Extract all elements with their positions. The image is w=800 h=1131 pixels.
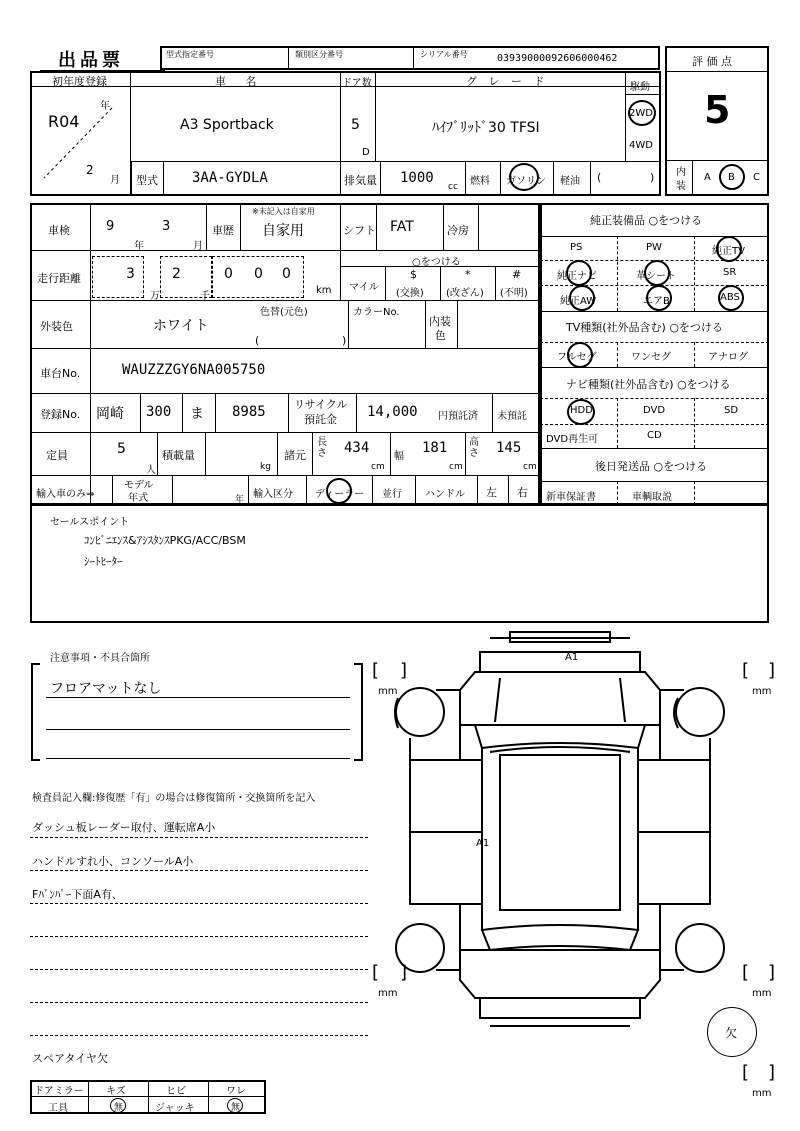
model-type-value: 3AA-GYDLA bbox=[192, 170, 268, 186]
interior-divider bbox=[665, 160, 769, 161]
tire-fr-bracket-open: [ bbox=[742, 660, 750, 681]
equip-leather: 革シート bbox=[636, 271, 676, 282]
grade-label: グ レ ー ド bbox=[466, 75, 549, 88]
import-model-year-2: 年式 bbox=[128, 493, 148, 504]
import-class-label: 輸入区分 bbox=[253, 489, 293, 500]
notes-bracket bbox=[28, 662, 368, 762]
equip-tv: 純正TV bbox=[712, 246, 745, 257]
mile-left-line bbox=[340, 250, 341, 300]
inspection-year-unit: 年 bbox=[134, 241, 144, 252]
equip-aw-circle bbox=[569, 285, 595, 311]
damage-mark-front: A1 bbox=[565, 652, 579, 663]
mileage-digit-3: 0 bbox=[224, 266, 233, 282]
navi-bottom-line bbox=[540, 448, 769, 449]
sheet-title: 出品票 bbox=[58, 50, 124, 71]
legend-break: ワレ bbox=[226, 1086, 246, 1097]
car-name-value: A3 Sportback bbox=[180, 117, 274, 133]
inspector-rule-4 bbox=[30, 936, 368, 937]
mileage-box-1 bbox=[92, 256, 144, 298]
score-divider bbox=[665, 71, 769, 72]
import-parallel-line bbox=[372, 475, 373, 505]
import-left: 左 bbox=[486, 486, 497, 499]
notes-rule-2 bbox=[46, 729, 350, 730]
notes-line-1: フロアマットなし bbox=[50, 681, 162, 697]
navi-vline-2 bbox=[694, 398, 695, 448]
dims-label-line bbox=[312, 432, 313, 475]
interior-b: B bbox=[728, 172, 735, 183]
interior-b-circle bbox=[719, 164, 745, 190]
color-code-label: カラーNo. bbox=[353, 307, 400, 318]
recycle-label-2: 預託金 bbox=[304, 413, 337, 426]
legend-v1 bbox=[88, 1080, 89, 1114]
dims-label: 諸元 bbox=[284, 449, 306, 462]
history-left-line bbox=[206, 203, 207, 250]
doors-value: 5 bbox=[351, 117, 360, 133]
recycle-status-1: 円預託済 bbox=[438, 411, 478, 422]
first-reg-label: 初年度登録 bbox=[52, 75, 107, 88]
fuel-gasoline-circle bbox=[509, 163, 539, 191]
spare-bracket-close: ] bbox=[768, 1062, 776, 1083]
interior-a: A bbox=[704, 172, 711, 183]
equip-abs: ABS bbox=[720, 292, 740, 303]
vin-label: 車台No. bbox=[40, 367, 81, 380]
inspection-month: 3 bbox=[162, 219, 171, 234]
spare-tire-note: スペアタイヤ欠 bbox=[32, 1052, 109, 1065]
inspector-line-1: ダッシュ板レーダー取付、運転席A小 bbox=[32, 821, 216, 834]
import-parallel: 並行 bbox=[382, 489, 402, 500]
dims-width-label: 幅 bbox=[394, 451, 404, 462]
recolor-paren-close: ) bbox=[342, 334, 347, 347]
fuel-left-line bbox=[465, 161, 466, 196]
mileage-digit-1: 3 bbox=[126, 266, 135, 282]
mile-opt-line-1 bbox=[385, 266, 386, 300]
mileage-label: 走行距離 bbox=[37, 272, 81, 285]
row-line-1 bbox=[30, 250, 540, 251]
model-code-label: 型式指定番号 bbox=[166, 50, 214, 59]
load-left-line bbox=[157, 432, 158, 475]
legend-mirror: ドアミラー bbox=[34, 1086, 84, 1097]
doors-suffix: D bbox=[362, 147, 370, 158]
shipping-warranty: 新車保証書 bbox=[546, 492, 596, 503]
equip-sr: SR bbox=[723, 267, 737, 278]
color-label: 外装色 bbox=[40, 320, 73, 333]
tv-fullseg: フルセグ bbox=[557, 352, 597, 363]
interior-color-line bbox=[457, 300, 458, 348]
mileage-opt-3-text: (不明) bbox=[500, 288, 528, 299]
capacity-unit: 人 bbox=[146, 465, 156, 476]
tv-fullseg-circle bbox=[567, 342, 593, 368]
recycle-label-line bbox=[356, 393, 357, 432]
sales-line-1: ｺﾝﾋﾞﾆｴﾝｽ&ｱｼｽﾀﾝｽPKG/ACC/BSM bbox=[84, 534, 246, 547]
interior-color-label-2: 色 bbox=[435, 329, 446, 342]
legend-v2 bbox=[148, 1080, 149, 1114]
drive-2wd-circle bbox=[628, 100, 656, 126]
tire-rr-bracket-open: [ bbox=[742, 962, 750, 983]
drive-2wd: 2WD bbox=[629, 108, 653, 119]
dims-length: 434 bbox=[344, 440, 370, 456]
tire-fl-mm: mm bbox=[378, 686, 398, 697]
mileage-mile: マイル bbox=[349, 282, 379, 293]
tire-rl-bracket-close: ] bbox=[400, 962, 408, 983]
inspector-rule-7 bbox=[30, 1035, 368, 1036]
shift-label-line bbox=[376, 203, 377, 250]
inspection-label: 車検 bbox=[48, 224, 70, 237]
details-label-col bbox=[90, 203, 91, 505]
tire-rr-mm: mm bbox=[752, 988, 772, 999]
navi-vline-1 bbox=[617, 398, 618, 448]
mileage-sen: 千 bbox=[200, 291, 210, 302]
doors-right-line bbox=[375, 71, 376, 161]
load-label: 積載量 bbox=[162, 449, 195, 462]
recycle-label-1: リサイクル bbox=[294, 398, 348, 411]
dims-length-label: 長さ bbox=[317, 437, 327, 459]
plate-class: 300 bbox=[146, 404, 172, 420]
score-value: 5 bbox=[704, 88, 731, 132]
dims-width: 181 bbox=[422, 440, 448, 456]
interior-label-1: 内 bbox=[676, 167, 686, 178]
cooling-label-line bbox=[478, 203, 479, 250]
equip-leather-circle bbox=[644, 260, 670, 286]
plate-kana: ま bbox=[190, 406, 204, 422]
navi-hdd: HDD bbox=[570, 405, 593, 416]
equip-airbag-circle bbox=[646, 285, 672, 311]
car-name-label: 車 名 bbox=[215, 75, 265, 88]
inspection-year: 9 bbox=[106, 219, 115, 234]
legend-crack: ヒビ bbox=[166, 1086, 186, 1097]
legend-jack: ジャッキ bbox=[155, 1103, 195, 1114]
sales-block bbox=[30, 505, 769, 623]
model-label-line bbox=[163, 161, 164, 196]
first-reg-month-unit: 月 bbox=[110, 175, 120, 186]
import-model-line bbox=[112, 475, 113, 505]
fuel-paren-close: ) bbox=[650, 171, 655, 184]
mile-opt-line-3 bbox=[495, 266, 496, 300]
dims-width-unit: cm bbox=[449, 462, 463, 472]
shift-left-line bbox=[340, 203, 341, 250]
inspector-line-2: ハンドルすれ小、コンソールA小 bbox=[32, 855, 194, 868]
notes-rule-1 bbox=[46, 697, 350, 698]
import-dealer: ディーラー bbox=[315, 489, 365, 500]
import-right: 右 bbox=[517, 486, 528, 499]
first-reg-slash bbox=[38, 104, 118, 184]
row-line-6 bbox=[30, 475, 540, 476]
mileage-opt-2-sym: * bbox=[465, 268, 471, 281]
recycle-left-line bbox=[288, 393, 289, 432]
cooling-label: 冷房 bbox=[447, 224, 469, 237]
mileage-mark-note: ○をつける bbox=[412, 257, 461, 268]
fuel-paren-open: ( bbox=[597, 171, 602, 184]
interior-c: C bbox=[753, 172, 760, 183]
score-label: 評 価 点 bbox=[692, 55, 732, 68]
serial-label: シリアル番号 bbox=[420, 50, 468, 59]
notes-rule-3 bbox=[46, 758, 350, 759]
sales-line-2: ｼｰﾄﾋｰﾀｰ bbox=[84, 555, 123, 568]
diesel-left-line bbox=[553, 161, 554, 196]
damage-mark-side: A1 bbox=[476, 838, 490, 849]
ship-vline-1 bbox=[617, 481, 618, 505]
sales-label: セールスポイント bbox=[50, 517, 130, 528]
legend-scratch: キズ bbox=[106, 1086, 126, 1097]
equip-abs-circle bbox=[718, 285, 744, 311]
tv-oneseg: ワンセグ bbox=[631, 352, 671, 363]
equip-aw: 純正AW bbox=[560, 296, 597, 307]
vin-value: WAUZZZGY6NA005750 bbox=[122, 362, 266, 378]
dims-width-line bbox=[390, 432, 391, 475]
spare-mm: mm bbox=[752, 1088, 772, 1099]
fuel-gasoline: ガソリン bbox=[506, 176, 546, 187]
displacement-label: 排気量 bbox=[344, 174, 377, 187]
mile-opt-line-2 bbox=[440, 266, 441, 300]
navi-line-2 bbox=[540, 424, 769, 425]
fuel-label: 燃料 bbox=[470, 176, 490, 187]
navi-hdd-circle bbox=[567, 399, 595, 425]
plate-label: 登録No. bbox=[40, 408, 81, 421]
dims-height-unit: cm bbox=[523, 462, 537, 472]
plate-line-1 bbox=[140, 393, 141, 432]
interior-vline bbox=[692, 160, 693, 196]
import-year-unit: 年 bbox=[235, 495, 245, 505]
inspector-rule-2 bbox=[30, 870, 368, 871]
plate-line-3 bbox=[215, 393, 216, 432]
recolor-paren-open: ( bbox=[255, 334, 260, 347]
shipping-line bbox=[540, 481, 769, 482]
import-right-line bbox=[508, 475, 509, 505]
navi-dvd: DVD bbox=[643, 405, 666, 416]
history-label-line bbox=[240, 203, 241, 250]
navi-line bbox=[540, 398, 769, 399]
grade-value: ﾊｲﾌﾞﾘｯﾄﾞ30 TFSI bbox=[432, 120, 540, 136]
interior-label-2: 装 bbox=[676, 181, 686, 192]
legend-jack-circle bbox=[227, 1098, 243, 1113]
history-value: 自家用 bbox=[262, 223, 304, 239]
navi-cd: CD bbox=[647, 430, 662, 441]
load-label-line bbox=[205, 432, 206, 475]
import-class-left bbox=[248, 475, 249, 505]
mileage-unit: km bbox=[316, 285, 332, 296]
car-name-right-line bbox=[340, 71, 341, 161]
plate-number: 8985 bbox=[232, 404, 266, 420]
import-label: 輸入車のみ⇒ bbox=[36, 489, 95, 500]
car-damage-diagram bbox=[370, 630, 780, 1050]
spare-bracket-open: [ bbox=[742, 1062, 750, 1083]
drive-line bbox=[625, 94, 661, 95]
dims-height-line bbox=[465, 432, 466, 475]
inspector-rule-1 bbox=[30, 837, 368, 838]
fuel-label-line bbox=[500, 161, 501, 196]
import-dealer-circle bbox=[326, 478, 352, 504]
legend-tools-value: 無 bbox=[114, 1103, 124, 1113]
tire-fl-bracket-close: ] bbox=[400, 660, 408, 681]
serial-value: 03939000092606000462 bbox=[497, 53, 618, 64]
cooling-left-line bbox=[443, 203, 444, 250]
import-class-line bbox=[306, 475, 307, 505]
mileage-digit-5: 0 bbox=[282, 266, 291, 282]
equip-navi: 純正ナビ bbox=[557, 271, 597, 282]
import-model-year-1: モデル bbox=[124, 480, 154, 491]
load-unit: kg bbox=[260, 462, 271, 472]
doors-label: ドア数 bbox=[342, 78, 372, 89]
tv-bottom-line bbox=[540, 367, 769, 368]
import-left-line bbox=[477, 475, 478, 505]
tire-fr-mm: mm bbox=[752, 686, 772, 697]
tv-title: TV種類(社外品含む) ○をつける bbox=[566, 321, 723, 334]
legend-tools-circle bbox=[110, 1098, 126, 1113]
category-label: 類別区分番号 bbox=[295, 50, 343, 59]
equip-navi-circle bbox=[566, 260, 592, 286]
navi-sd: SD bbox=[724, 405, 739, 416]
dims-height: 145 bbox=[496, 440, 522, 456]
history-note: ※未記入は自家用 bbox=[252, 207, 315, 216]
drive-label: 駆動 bbox=[630, 82, 650, 93]
row-line-3 bbox=[30, 348, 540, 349]
displacement-value: 1000 bbox=[400, 170, 434, 186]
equip-pw: PW bbox=[646, 242, 662, 253]
tire-fr-bracket-close: ] bbox=[768, 660, 776, 681]
history-label: 車歴 bbox=[212, 224, 234, 237]
import-handle: ハンドル bbox=[425, 489, 465, 500]
drive-left-line bbox=[625, 71, 626, 161]
ship-vline-2 bbox=[694, 481, 695, 505]
equip-ps: PS bbox=[570, 242, 583, 253]
notes-label: 注意事項・不具合箇所 bbox=[50, 653, 150, 664]
inspector-label: 検査員記入欄:修復歴「有」の場合は修復箇所・交換箇所を記入 bbox=[32, 793, 316, 804]
mileage-opt-1-sym: $ bbox=[410, 268, 417, 281]
first-reg-era: R04 bbox=[48, 112, 80, 131]
model-left-line bbox=[131, 161, 132, 196]
row-line-5 bbox=[30, 432, 540, 433]
code-left-line bbox=[348, 300, 349, 348]
dims-left-line bbox=[277, 432, 278, 475]
equip-vline-2 bbox=[694, 236, 695, 311]
capacity-value: 5 bbox=[117, 441, 126, 457]
shipping-title: 後日発送品 ○をつける bbox=[595, 460, 708, 473]
shift-value: FAT bbox=[390, 219, 414, 235]
capacity-label: 定員 bbox=[46, 449, 68, 462]
tire-rl-mm: mm bbox=[378, 988, 398, 999]
disp-label-line bbox=[380, 161, 381, 196]
first-reg-month: 2 bbox=[86, 163, 94, 177]
equip-vline-1 bbox=[617, 236, 618, 311]
equip-airbag: エアB bbox=[643, 296, 670, 307]
mileage-opt-1-text: (交換) bbox=[396, 288, 424, 299]
inspector-rule-5 bbox=[30, 969, 368, 970]
row-line-2 bbox=[30, 300, 540, 301]
inspector-rule-6 bbox=[30, 1002, 368, 1003]
inspector-rule-3 bbox=[30, 903, 368, 904]
drive-4wd: 4WD bbox=[629, 140, 653, 151]
mileage-opt-2-text: (改ざん) bbox=[446, 288, 484, 299]
equipment-title: 純正装備品 ○をつける bbox=[590, 214, 703, 227]
recycle-value: 14,000 bbox=[367, 404, 418, 420]
inspection-month-unit: 月 bbox=[193, 241, 203, 252]
inspector-line-3: Fﾊﾞﾝﾊﾟｰ下面A有、 bbox=[32, 888, 123, 901]
equip-tv-circle bbox=[716, 236, 742, 262]
plate-region: 岡崎 bbox=[96, 406, 124, 422]
dims-height-label: 高さ bbox=[469, 437, 479, 459]
recycle-status-2: 未預託 bbox=[497, 411, 527, 422]
legend-jack-value: 無 bbox=[231, 1103, 241, 1113]
recycle-status-line bbox=[492, 393, 493, 432]
lower-row-line bbox=[131, 161, 661, 162]
dims-length-unit: cm bbox=[371, 462, 385, 472]
equip-line-4 bbox=[540, 311, 769, 312]
legend-tools: 工具 bbox=[48, 1103, 68, 1114]
mileage-opt-3-sym: # bbox=[512, 268, 522, 281]
import-model-year-line bbox=[172, 475, 173, 505]
mileage-digit-2: 2 bbox=[172, 266, 181, 282]
tv-analog: アナログ bbox=[708, 352, 748, 363]
displacement-unit: cc bbox=[448, 182, 458, 192]
navi-dvd-play: DVD再生可 bbox=[546, 434, 599, 445]
legend-v3 bbox=[208, 1080, 209, 1114]
tv-vline-1 bbox=[617, 342, 618, 367]
interior-color-label-1: 内装 bbox=[429, 315, 451, 328]
fuel-diesel: 軽油 bbox=[560, 176, 580, 187]
interior-color-left-line bbox=[425, 300, 426, 348]
tire-rr-bracket-close: ] bbox=[768, 962, 776, 983]
recolor-label: 色替(元色) bbox=[260, 307, 308, 318]
import-handle-line bbox=[415, 475, 416, 505]
model-type-label: 型式 bbox=[136, 174, 158, 187]
disp-left-line bbox=[340, 161, 341, 196]
tire-rl-bracket-open: [ bbox=[372, 962, 380, 983]
color-value: ホワイト bbox=[153, 318, 209, 334]
tv-vline-2 bbox=[694, 342, 695, 367]
shipping-manual: 車輌取説 bbox=[632, 492, 672, 503]
mileage-digit-4: 0 bbox=[254, 266, 263, 282]
diesel-right-line bbox=[590, 161, 591, 196]
mileage-man: 万 bbox=[150, 291, 160, 302]
navi-title: ナビ種類(社外品含む) ○をつける bbox=[566, 378, 731, 391]
spare-tire-missing: 欠 bbox=[725, 1026, 738, 1040]
row-line-4 bbox=[30, 393, 540, 394]
first-reg-year-unit: 年 bbox=[100, 101, 110, 112]
plate-line-2 bbox=[182, 393, 183, 432]
shift-label: シフト bbox=[343, 224, 376, 237]
tire-fl-bracket-open: [ bbox=[372, 660, 380, 681]
